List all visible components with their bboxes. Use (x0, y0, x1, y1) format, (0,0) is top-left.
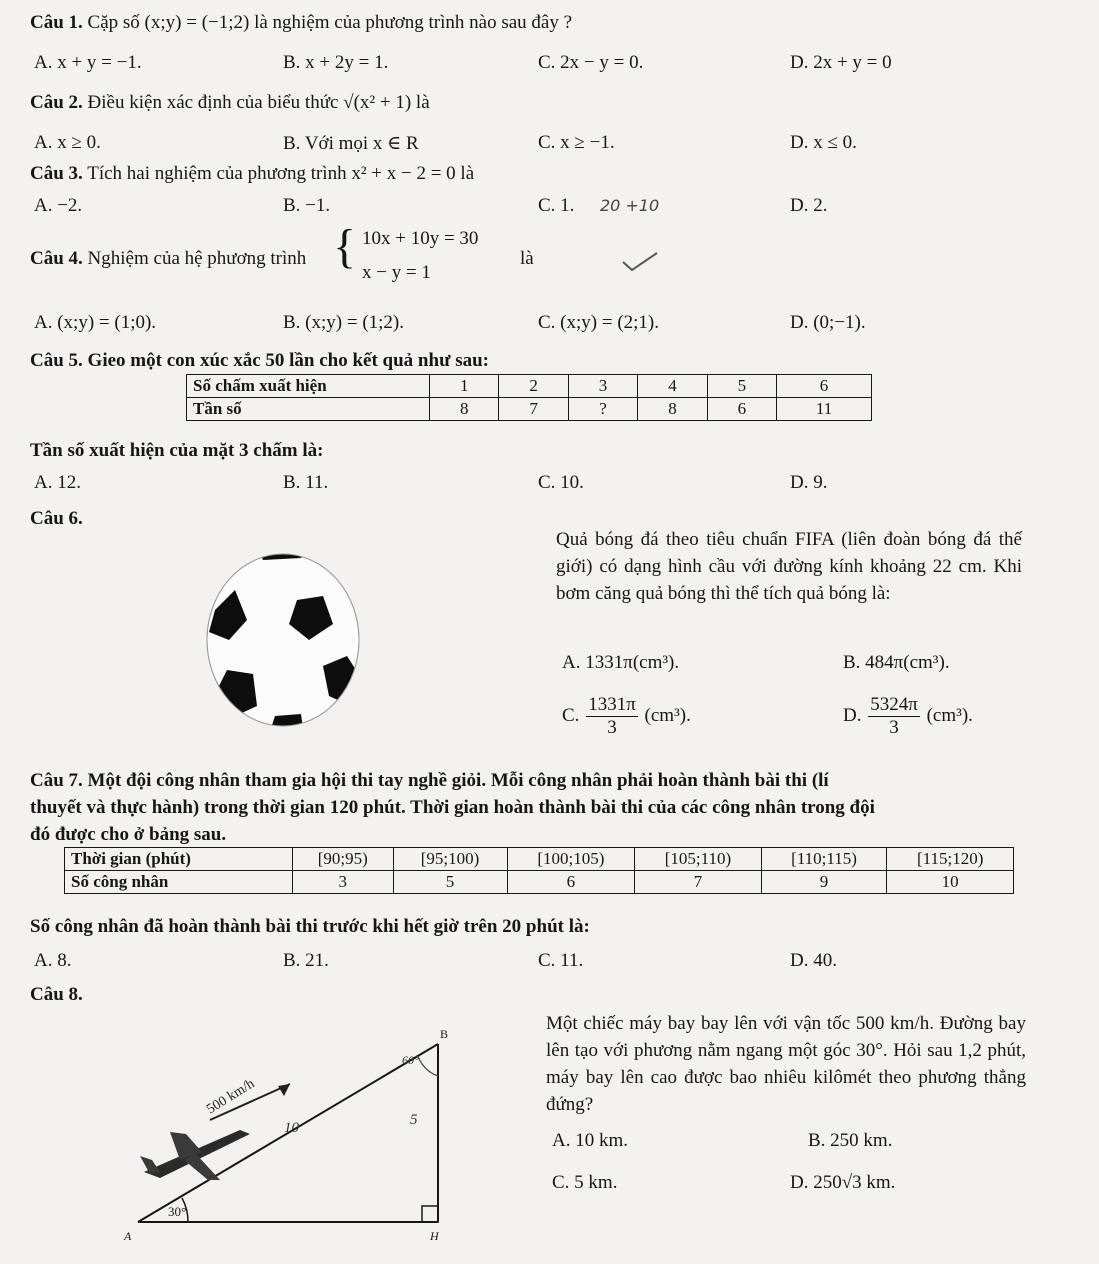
q2-option-d[interactable]: D. x ≤ 0. (790, 132, 857, 153)
q3-label: Câu 3. (30, 163, 83, 184)
q5-stem (30, 350, 489, 372)
q6-option-d-letter: D. (843, 704, 862, 726)
segment-mark-10: 10 (284, 1120, 299, 1136)
angle-arc-b (418, 1056, 438, 1076)
q7-line-1 (30, 770, 829, 792)
table-cell: 11 (777, 398, 872, 421)
q7-question: Số công nhân đã hoàn thành bài thi trước khi hết giờ trên 20 phút là: (30, 916, 590, 937)
q1-option-c[interactable]: C. 2x − y = 0. (538, 52, 644, 73)
q3-option-b[interactable]: B. −1. (283, 195, 331, 216)
q6-option-d-unit: (cm³). (926, 704, 973, 726)
table-cell: 4 (638, 375, 707, 398)
q4-stem (30, 248, 306, 270)
q6-text: Quả bóng đá theo tiêu chuẩn FIFA (liên đoàn bóng đá thế giới) có dạng hình cầu với đường kính khoảng 22 cm. Khi bơm căng quả bóng thì thể tích quả bóng là: (556, 529, 1022, 604)
table-cell: 7 (499, 398, 568, 421)
q5-option-d[interactable]: D. 9. (790, 472, 828, 493)
q6-option-c-fraction (586, 694, 638, 739)
q1-stem (30, 12, 572, 34)
table-cell: [105;110) (635, 848, 762, 871)
table-cell: [90;95) (293, 848, 394, 871)
q6-label: Câu 6. (30, 508, 83, 529)
q7-option-b[interactable]: B. 21. (283, 950, 329, 971)
q1-option-d[interactable]: D. 2x + y = 0 (790, 52, 892, 73)
q4-option-b[interactable]: B. (x;y) = (1;2). (283, 312, 405, 333)
table-cell: 5 (707, 375, 776, 398)
table-row (65, 871, 1014, 894)
q1-option-b[interactable]: B. x + 2y = 1. (283, 52, 389, 73)
q8-option-b[interactable]: B. 250 km. (808, 1130, 893, 1151)
q8-label: Câu 8. (30, 984, 83, 1005)
q2-text: Điều kiện xác định của biểu thức √(x² + 1) là (87, 92, 430, 113)
table-header-cell: Thời gian (phút) (65, 848, 293, 871)
point-a-label: A (124, 1229, 132, 1243)
q5-option-c[interactable]: C. 10. (538, 472, 584, 493)
q6-option-c-letter: C. (562, 704, 580, 726)
table-cell: ? (568, 398, 637, 421)
q1-label: Câu 1. (30, 12, 83, 33)
q2-option-a[interactable]: A. x ≥ 0. (34, 132, 101, 153)
q4-text: Nghiệm của hệ phương trình (87, 248, 307, 269)
q4-option-a[interactable]: A. (x;y) = (1;0). (34, 312, 157, 333)
fraction-denominator: 3 (889, 717, 899, 738)
q7-text-1: Một đội công nhân tham gia hội thi tay nghề giỏi. Mỗi công nhân phải hoàn thành bài thi (lí (87, 770, 829, 791)
point-b-label: B (440, 1027, 449, 1041)
q5-option-a[interactable]: A. 12. (34, 472, 81, 493)
table-cell: [110;115) (761, 848, 887, 871)
table-cell: 1 (430, 375, 499, 398)
system-brace-icon: { (333, 220, 357, 273)
q6-option-a[interactable]: A. 1331π(cm³). (562, 652, 680, 673)
q6-option-d[interactable] (843, 694, 973, 739)
table-cell: [95;100) (393, 848, 507, 871)
table-cell: 10 (887, 871, 1014, 894)
soccer-ball-image (205, 548, 363, 728)
speed-label: 500 km/h (204, 1076, 258, 1118)
q4-suffix: là (520, 248, 534, 269)
table-header-cell: Tần số (187, 398, 430, 421)
q7-option-d[interactable]: D. 40. (790, 950, 837, 971)
q5-question: Tần số xuất hiện của mặt 3 chấm là: (30, 440, 324, 461)
table-cell: [100;105) (507, 848, 635, 871)
airplane-diagram (100, 1012, 460, 1244)
table-header-cell: Số chấm xuất hiện (187, 375, 430, 398)
q6-option-d-fraction (868, 694, 920, 739)
table-cell: 5 (393, 871, 507, 894)
q7-label: Câu 7. (30, 770, 83, 791)
q3-option-c[interactable]: C. 1. (538, 195, 575, 216)
fraction-numerator: 5324π (870, 694, 918, 715)
table-cell: 8 (430, 398, 499, 421)
table-cell: 2 (499, 375, 568, 398)
checkmark-icon (620, 250, 660, 272)
handwritten-note: 20 +10 (600, 196, 660, 215)
right-angle-marker (422, 1206, 438, 1222)
q4-equation-1: 10x + 10y = 30 (362, 228, 479, 249)
q2-option-b[interactable]: B. Với mọi x ∈ R (283, 133, 419, 154)
q2-stem (30, 92, 430, 114)
arrow-head-icon (278, 1084, 290, 1096)
table-row (65, 848, 1014, 871)
segment-mark-5: 5 (410, 1112, 418, 1128)
table-cell: 6 (777, 375, 872, 398)
fraction-numerator: 1331π (588, 694, 636, 715)
q4-option-d[interactable]: D. (0;−1). (790, 312, 866, 333)
q3-option-d[interactable]: D. 2. (790, 195, 828, 216)
q2-option-c[interactable]: C. x ≥ −1. (538, 132, 615, 153)
table-cell: 7 (635, 871, 762, 894)
q2-label: Câu 2. (30, 92, 83, 113)
q8-option-a[interactable]: A. 10 km. (552, 1130, 628, 1151)
q4-option-c[interactable]: C. (x;y) = (2;1). (538, 312, 660, 333)
table-header-cell: Số công nhân (65, 871, 293, 894)
q4-equation-2: x − y = 1 (362, 262, 431, 283)
q6-option-c-unit: (cm³). (644, 704, 691, 726)
dice-frequency-table (186, 374, 872, 421)
q1-text: Cặp số (x;y) = (−1;2) là nghiệm của phương trình nào sau đây ? (87, 12, 573, 33)
q7-option-c[interactable]: C. 11. (538, 950, 584, 971)
airplane-icon (140, 1130, 250, 1180)
table-row (187, 398, 872, 421)
q6-option-b[interactable]: B. 484π(cm³). (843, 652, 950, 673)
angle-label: 30° (168, 1204, 187, 1219)
table-cell: [115;120) (887, 848, 1014, 871)
q7-option-a[interactable]: A. 8. (34, 950, 72, 971)
table-cell: 3 (293, 871, 394, 894)
q3-option-a[interactable]: A. −2. (34, 195, 83, 216)
q3-text: Tích hai nghiệm của phương trình x² + x − 2 = 0 là (87, 163, 475, 184)
q5-label: Câu 5. (30, 350, 83, 371)
top-angle-label: 60° (402, 1053, 419, 1067)
q3-stem (30, 163, 474, 185)
table-cell: 8 (638, 398, 707, 421)
q7-text-3: đó được cho ở bảng sau. (30, 824, 227, 845)
table-cell: 6 (507, 871, 635, 894)
q5-option-b[interactable]: B. 11. (283, 472, 329, 493)
point-h-label: H (430, 1229, 439, 1243)
table-cell: 3 (568, 375, 637, 398)
q8-text: Một chiếc máy bay bay lên với vận tốc 500 km/h. Đường bay lên tạo với phương nằm ngang một góc 30°. Hỏi sau 1,2 phút, máy bay lên cao được bao nhiêu kilômét theo phương thẳng đứng? (546, 1013, 1026, 1115)
q8-option-c[interactable]: C. 5 km. (552, 1172, 618, 1193)
q7-text-2: thuyết và thực hành) trong thời gian 120 phút. Thời gian hoàn thành bài thi của các công nhân trong đội (30, 797, 875, 818)
q1-option-a[interactable]: A. x + y = −1. (34, 52, 142, 73)
fraction-denominator: 3 (607, 717, 617, 738)
q8-option-d[interactable]: D. 250√3 km. (790, 1172, 896, 1193)
q6-option-c[interactable] (562, 694, 691, 739)
q4-label: Câu 4. (30, 248, 83, 269)
q5-text: Gieo một con xúc xắc 50 lần cho kết quả như sau: (87, 350, 490, 371)
table-cell: 6 (707, 398, 776, 421)
table-row (187, 375, 872, 398)
table-cell: 9 (761, 871, 887, 894)
work-time-table (64, 847, 1014, 894)
